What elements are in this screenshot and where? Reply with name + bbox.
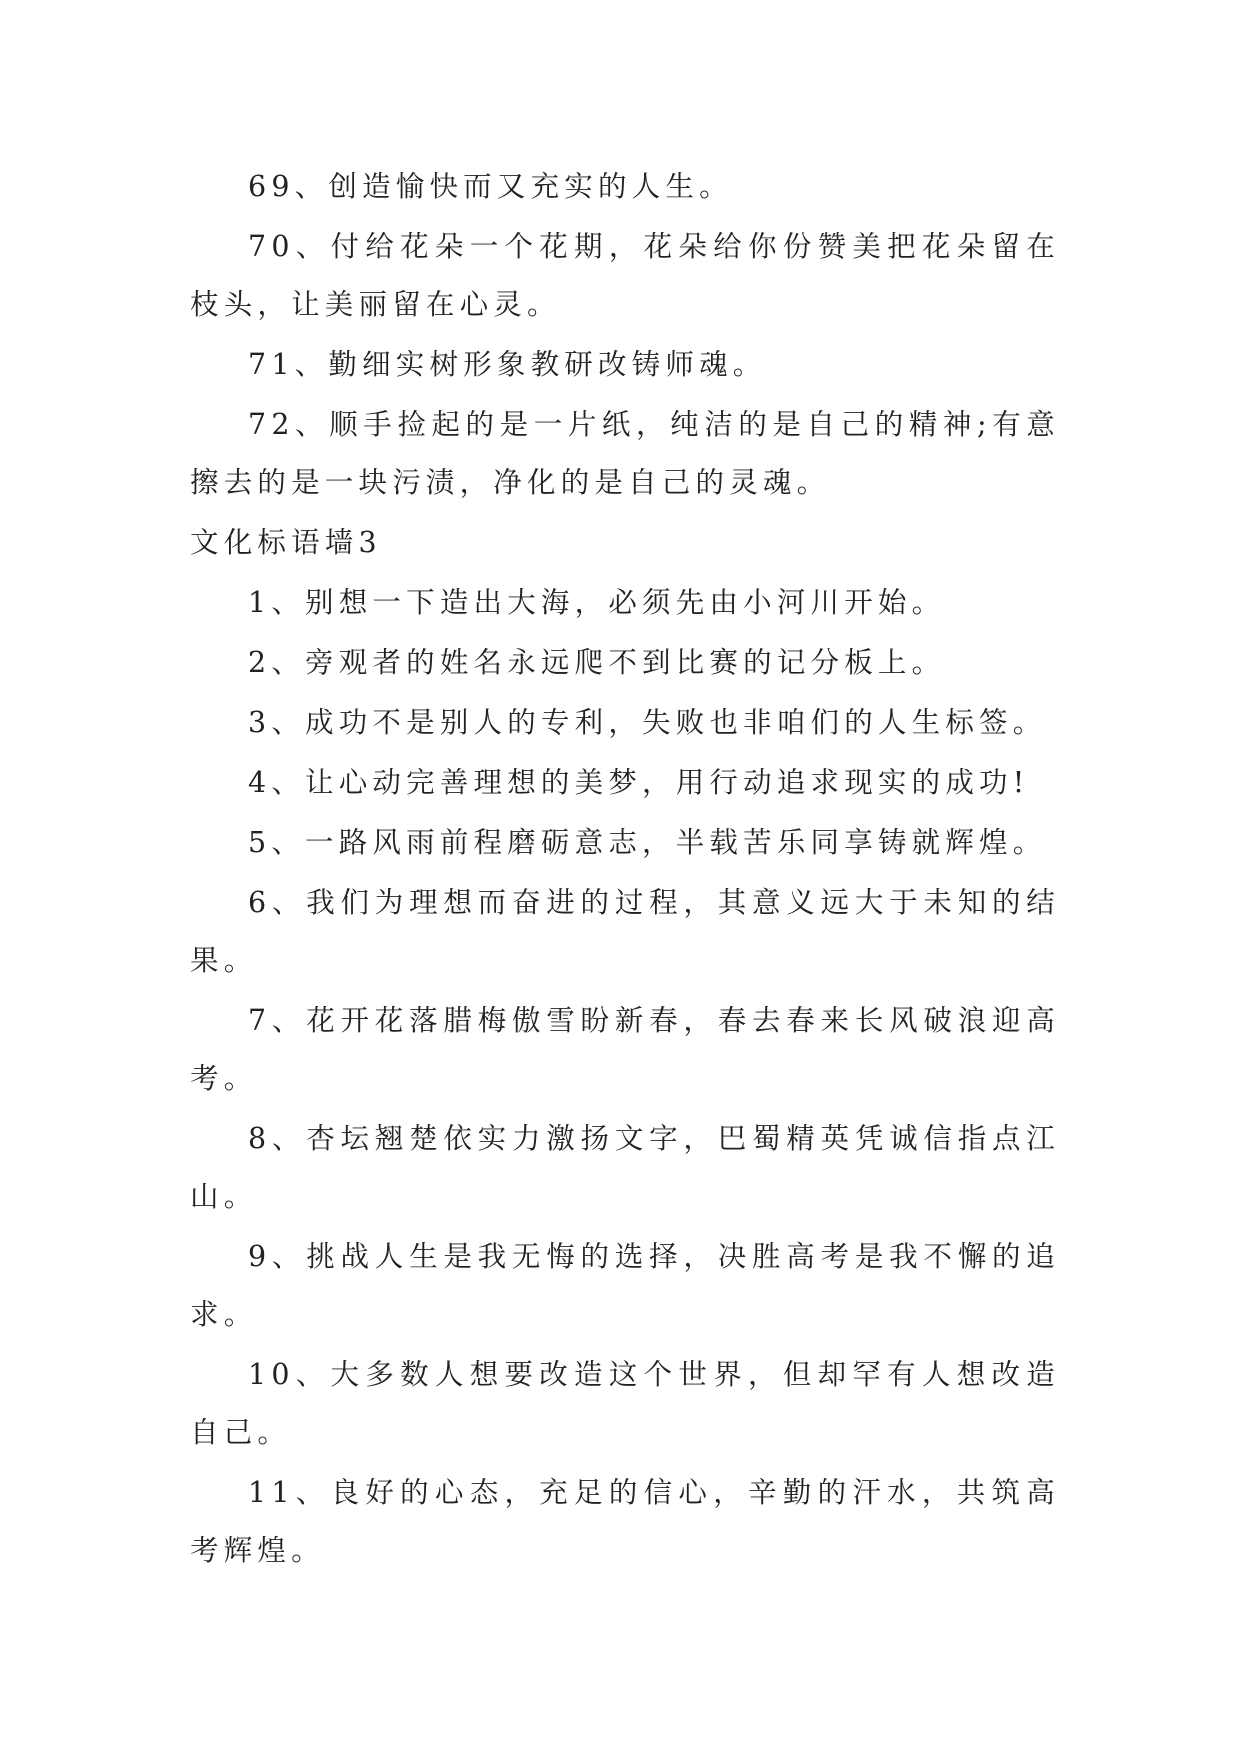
list-item: 5、一路风雨前程磨砺意志，半载苦乐同享铸就辉煌。 <box>248 826 1047 859</box>
list-item: 4、让心动完善理想的美梦，用行动追求现实的成功! <box>248 766 1030 799</box>
list-item: 6、我们为理想而奋进的过程，其意义远大于未知的结果。 <box>190 886 1060 977</box>
list-item: 10、大多数人想要改造这个世界，但却罕有人想改造自己。 <box>190 1358 1060 1449</box>
list-item: 9、挑战人生是我无悔的选择，决胜高考是我不懈的追求。 <box>190 1240 1060 1331</box>
section-heading: 文化标语墙3 <box>190 526 382 559</box>
list-item: 69、创造愉快而又充实的人生。 <box>248 170 733 203</box>
list-item: 2、旁观者的姓名永远爬不到比赛的记分板上。 <box>248 646 946 679</box>
list-item: 70、付给花朵一个花期，花朵给你份赞美把花朵留在枝头，让美丽留在心灵。 <box>190 230 1060 321</box>
list-item: 7、花开花落腊梅傲雪盼新春，春去春来长风破浪迎高考。 <box>190 1004 1060 1095</box>
list-item: 11、良好的心态，充足的信心，辛勤的汗水，共筑高考辉煌。 <box>190 1476 1060 1567</box>
document-page <box>190 158 1060 1582</box>
list-item: 1、别想一下造出大海，必须先由小河川开始。 <box>248 586 946 619</box>
list-item: 8、杏坛翘楚依实力激扬文字，巴蜀精英凭诚信指点江山。 <box>190 1122 1060 1213</box>
list-item: 72、顺手捡起的是一片纸，纯洁的是自己的精神;有意擦去的是一块污渍，净化的是自己的灵魂。 <box>190 408 1060 499</box>
list-item: 3、成功不是别人的专利，失败也非咱们的人生标签。 <box>248 706 1047 739</box>
list-item: 71、勤细实树形象教研改铸师魂。 <box>248 348 767 381</box>
